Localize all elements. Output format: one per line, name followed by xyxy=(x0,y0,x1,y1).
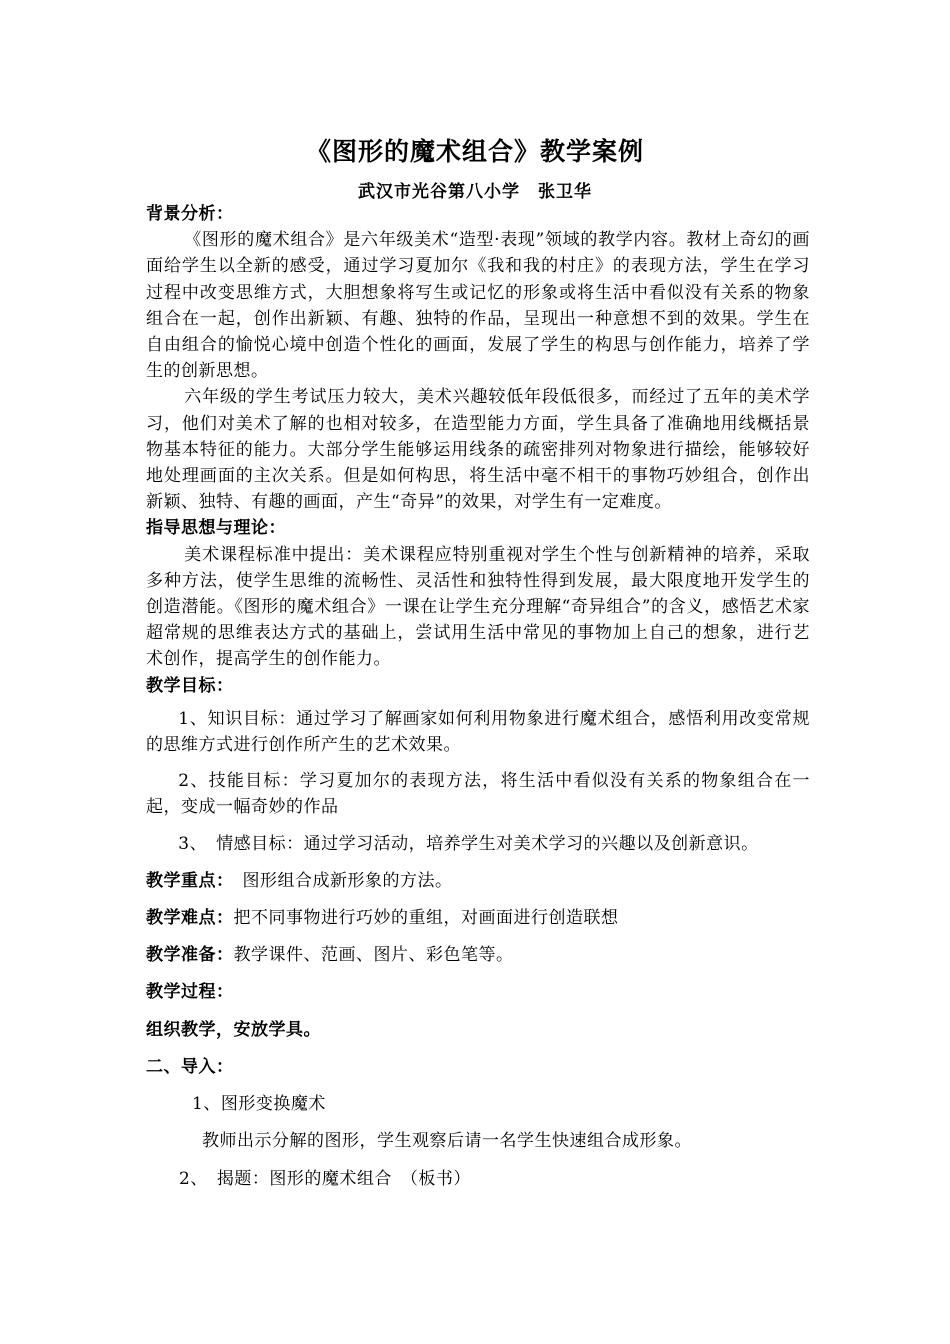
key-point-text: 图形组合成新形象的方法。 xyxy=(225,870,453,891)
background-paragraph-1: 《图形的魔术组合》是六年级美术“造型·表现”领域的教学内容。教材上奇幻的画面给学生以全新的感受，通过学习夏加尔《我和我的村庄》的表现方法，学生在学习过程中改变思维方式，大胆想象将写生或记忆的形象或将生活中看似没有关系的物象组合在一起，创作出新颖、有趣、独特的作品，呈现出一种意想不到的效果。学生在自由组合的愉悦心境中创造个性化的画面，发展了学生的构思与创作能力，培养了学生的创新思想。 xyxy=(146,230,810,382)
process-sub-1-text: 教师出示分解的图形，学生观察后请一名学生快速组合成形象。 xyxy=(202,1131,692,1152)
preparation-text: 教学课件、范画、图片、彩色笔等。 xyxy=(233,945,514,966)
difficulty xyxy=(146,905,810,931)
background-heading: 背景分析： xyxy=(146,204,234,224)
preparation xyxy=(146,942,810,968)
theory-paragraph: 美术课程标准中提出：美术课程应特别重视对学生个性与创新精神的培养，采取多种方法，使学生思维的流畅性、灵活性和独特性得到发展，最大限度地开发学生的创造潜能。《图形的魔术组合》一课在让学生充分理解“奇异组合”的含义，感悟艺术家超常规的思维表达方式的基础上，尝试用生活中常见的事物加上自己的想象，进行艺术创作，提高学生的创作能力。 xyxy=(146,544,810,670)
document-author: 武汉市光谷第八小学 张卫华 xyxy=(358,182,592,202)
preparation-label: 教学准备： xyxy=(146,945,234,966)
goal-skill: 2、技能目标：学习夏加尔的表现方法，将生活中看似没有关系的物象组合在一起，变成一幅奇妙的作品 xyxy=(146,771,810,818)
goal-emotion: 3、 情感目标：通过学习活动，培养学生对美术学习的兴趣以及创新意识。 xyxy=(178,833,759,854)
background-paragraph-2: 六年级的学生考试压力较大，美术兴趣较低年段低很多，而经过了五年的美术学习，他们对美术了解的也相对较多，在造型能力方面，学生具备了准确地用线概括景物基本特征的能力。大部分学生能够运用线条的疏密排列对物象进行描绘，能够较好地处理画面的主次关系。但是如何构思，将生活中毫不相干的事物巧妙组合，创作出新颖、独特、有趣的画面，产生“奇异”的效果，对学生有一定难度。 xyxy=(146,387,810,513)
key-point xyxy=(146,868,810,894)
theory-heading: 指导思想与理论： xyxy=(146,518,286,539)
difficulty-text: 把不同事物进行巧妙的重组，对画面进行创造联想 xyxy=(233,908,619,929)
process-heading: 教学过程： xyxy=(146,982,234,1003)
process-step-1: 组织教学，安放学具。 xyxy=(146,1019,321,1040)
process-sub-1-title: 1、图形变换魔术 xyxy=(192,1094,326,1115)
key-point-label: 教学重点： xyxy=(146,870,225,891)
process-step-2: 二、导入： xyxy=(146,1056,234,1077)
process-sub-2: 2、 揭题：图形的魔术组合 （板书） xyxy=(179,1168,471,1189)
goals-heading: 教学目标： xyxy=(146,675,234,696)
difficulty-label: 教学难点： xyxy=(146,908,234,929)
document-body xyxy=(146,201,810,1192)
document-title: 《图形的魔术组合》教学案例 xyxy=(305,137,644,166)
goal-knowledge: 1、知识目标：通过学习了解画家如何利用物象进行魔术组合，感悟利用改变常规的思维方式进行创作所产生的艺术效果。 xyxy=(146,708,810,756)
